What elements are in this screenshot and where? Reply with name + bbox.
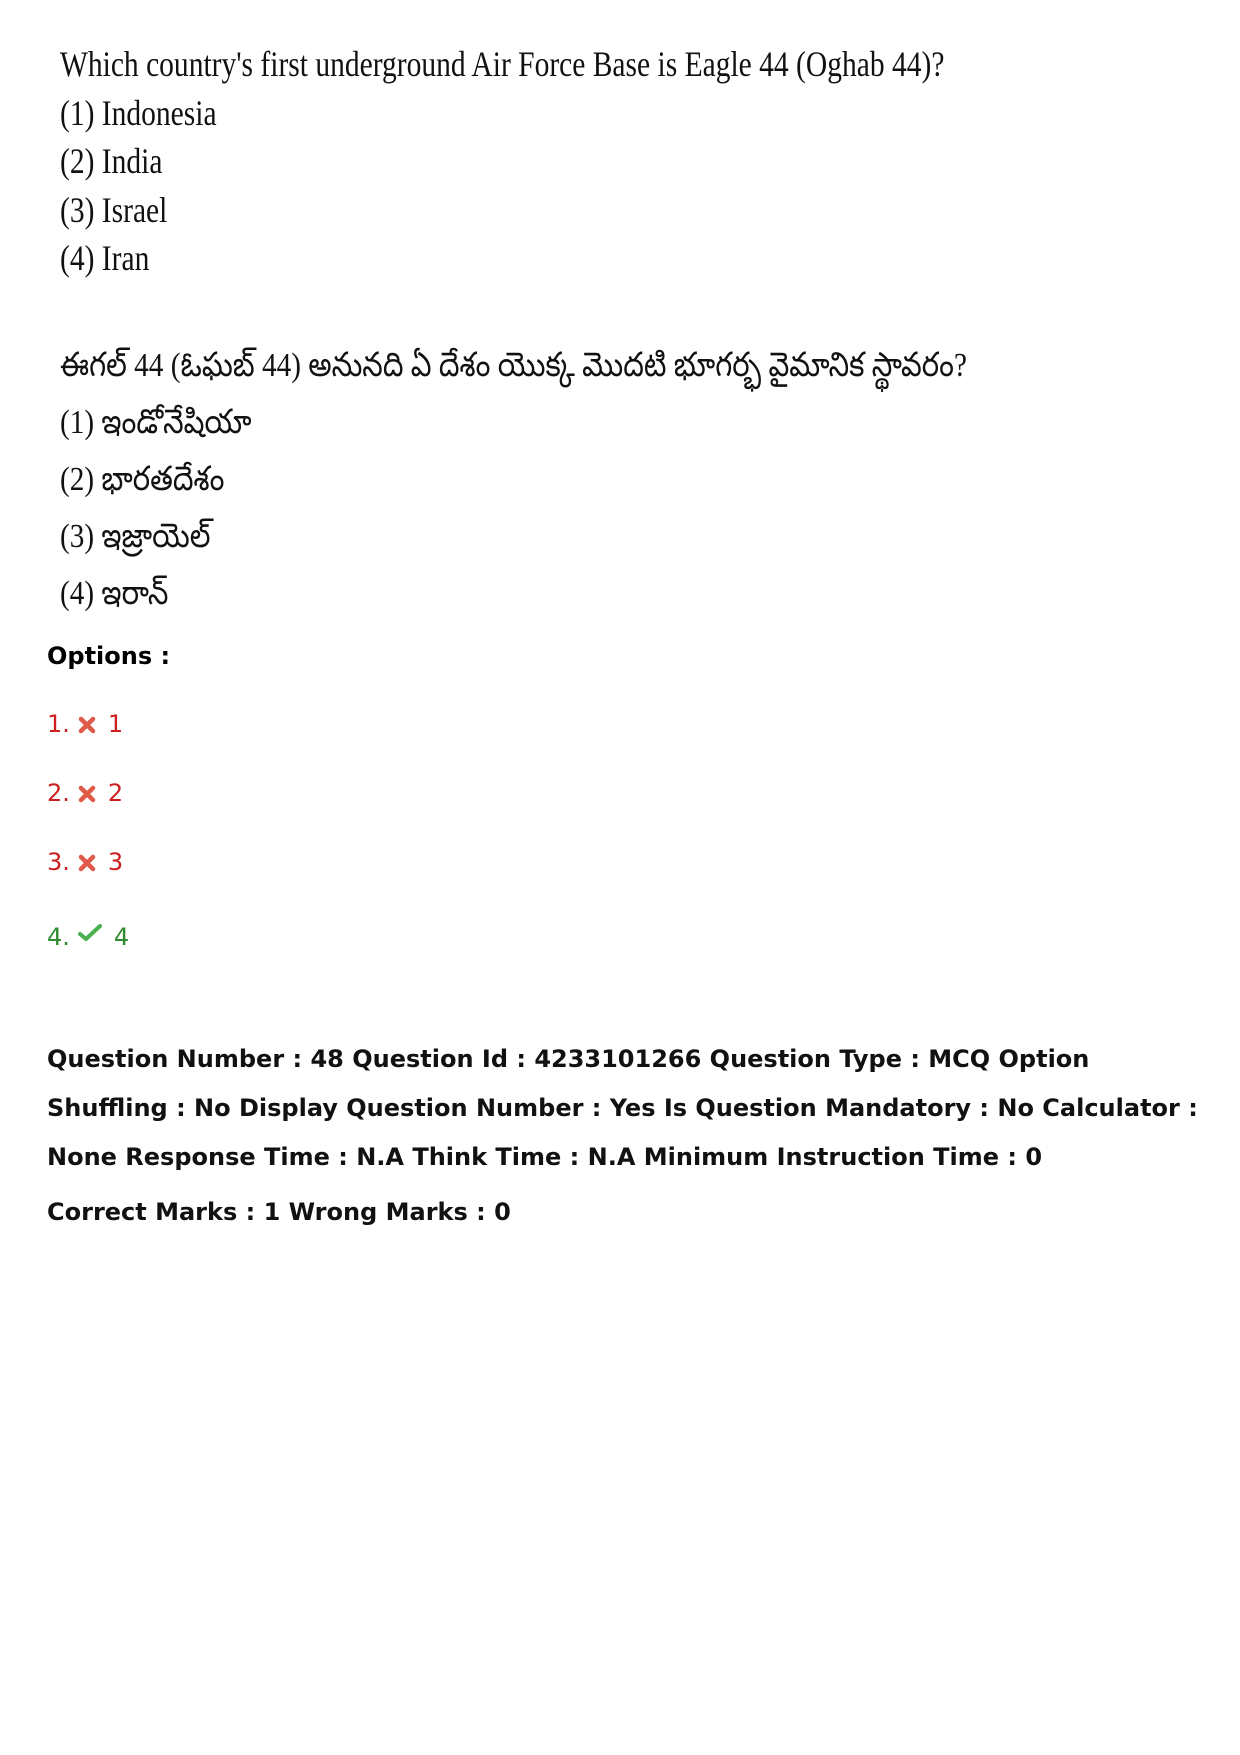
question-text-telugu: ఈగల్ 44 (ఓఘబ్ 44) అనునది ఏ దేశం యొక్క మొదటి భూగర్భ వైమానిక స్థావరం?: [60, 347, 967, 384]
question-option-telugu-2: (2) భారతదేశం: [60, 461, 225, 498]
options-heading: Options :: [47, 642, 171, 670]
question-option-english-1: (1) Indonesia: [60, 92, 217, 133]
question-telugu: [60, 337, 1160, 622]
question-option-english-3: (3) Israel: [60, 189, 168, 230]
question-text-english: Which country's first underground Air Force Base is Eagle 44 (Oghab 44)?: [60, 44, 945, 84]
question-option-telugu-4: (4) ఇరాన్: [60, 575, 169, 612]
option-2: [47, 777, 123, 809]
question-option-telugu-3: (3) ఇజ్రాయెల్: [60, 518, 211, 555]
question-option-telugu-1: (1) ఇండోనేషియా: [60, 404, 252, 441]
cross-icon: [78, 854, 96, 872]
option-3: [47, 846, 123, 878]
question-option-english-2: (2) India: [60, 141, 163, 181]
option-number: 4.: [47, 923, 70, 951]
question-marks: Correct Marks : 1 Wrong Marks : 0: [47, 1198, 511, 1226]
option-value: 2: [107, 779, 124, 807]
question-option-english-4: (4) Iran: [60, 238, 150, 278]
question-english: [60, 40, 1160, 283]
option-1: [47, 708, 123, 740]
option-number: 3.: [47, 848, 70, 876]
option-number: 1.: [47, 710, 70, 738]
cross-icon: [78, 785, 96, 803]
option-value: 3: [107, 848, 124, 876]
option-value: 4: [113, 923, 130, 951]
option-value: 1: [107, 710, 124, 738]
cross-icon: [78, 716, 96, 734]
question-metadata: Question Number : 48 Question Id : 4233101266 Question Type : MCQ Option Shuffling : No Display Question Number : Yes Is Question Mandatory : No Calculator : None Response Time : N.A Think Time : N.A Minimum Instruction Time : 0: [47, 1045, 1198, 1171]
check-icon: [78, 924, 102, 942]
option-number: 2.: [47, 779, 70, 807]
option-4: [47, 921, 129, 953]
